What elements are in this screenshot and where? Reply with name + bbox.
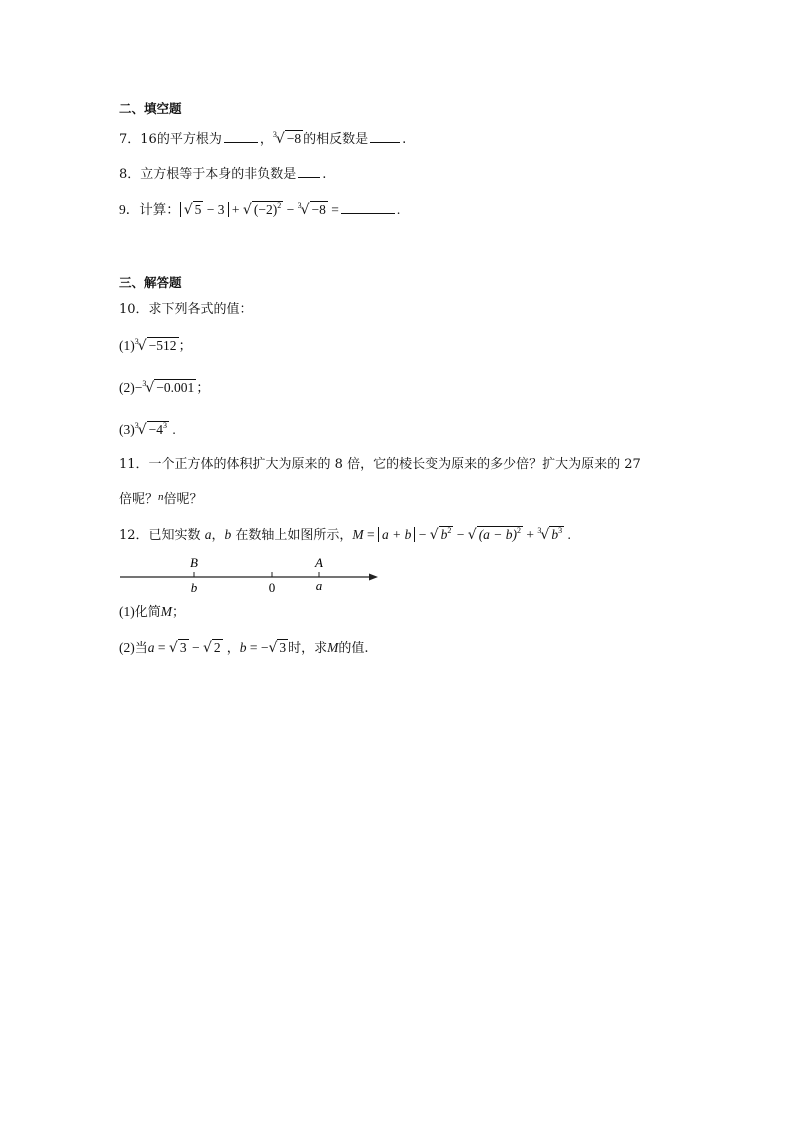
label-point-B: B <box>190 555 198 570</box>
radical-sign-icon: √ <box>242 202 252 218</box>
label-origin: 0 <box>268 580 276 595</box>
radical-sign-icon: √ <box>429 527 439 543</box>
question-10-part-2: (2)−$^3$√ −0.001 ； <box>119 379 210 396</box>
question-11-line-1: 11．一个正方体的体积扩大为原来的 8 倍，它的棱长变为原来的多少倍？扩大为原来的 27 <box>119 457 641 472</box>
section-2-heading: 二、填空题 <box>119 101 182 116</box>
cube-root-expression: $^3$√ −8 <box>272 130 302 147</box>
cube-root-body: $-4^3$ <box>148 421 168 437</box>
sqrt-a-minus-b-squared: $(a - b)^2$ <box>478 526 522 542</box>
question-12-part-1: (1)化简M； <box>119 604 186 620</box>
answer-blank <box>298 165 320 178</box>
sqrt-b-squared: $b^2$ <box>440 526 452 542</box>
radical-sign-icon: √ <box>145 380 155 396</box>
answer-blank <box>224 130 258 143</box>
radical-sign-icon: √ <box>540 527 550 543</box>
radical-sign-icon: √ <box>183 202 193 218</box>
radical-sign-icon: √ <box>300 202 310 218</box>
absolute-value: √ 5 − 3 <box>180 202 229 217</box>
question-11-line-2: 倍呢？$^n$倍呢？ <box>119 491 203 507</box>
radical-sign-icon: √ <box>168 640 178 656</box>
cbrt-b-cubed: $b^3$ <box>551 526 563 542</box>
axis-arrow-icon <box>369 574 378 581</box>
label-value-b: b <box>190 580 198 595</box>
radical-sign-icon: √ <box>137 422 147 438</box>
section-3-heading: 三、解答题 <box>119 275 182 290</box>
label-value-a: a <box>315 578 323 593</box>
label-point-A: A <box>315 555 323 570</box>
question-10-part-1: $(1)^3√ -512$ ； <box>119 337 193 354</box>
radical-sign-icon: √ <box>137 338 147 354</box>
radical-sign-icon: √ <box>268 640 278 656</box>
question-7: 7．16的平方根为 ，$^3$√ −8 的相反数是 . <box>119 130 406 150</box>
radical-sign-icon: √ <box>467 527 477 543</box>
number-line-figure <box>110 550 390 598</box>
answer-blank <box>370 130 400 143</box>
square-root-body: $(-2)^2$ <box>253 201 282 217</box>
question-10-part-3: $(3)^3√ -4^3$ . <box>119 421 176 438</box>
question-8: 8．立方根等于本身的非负数是 . <box>119 167 327 182</box>
question-12: 12．已知实数 a，b 在数轴上如图所示，M = a + b − √ $b^2$ − √ $(a - b)^2 + ^3√$ $b^3$ . <box>119 526 571 543</box>
radical-sign-icon: √ <box>275 131 285 147</box>
question-12-part-2: (2)当a = √ 3 − √ 2 ，b = −√ 3 时，求M的值. <box>119 640 369 656</box>
question-10: 10．求下列各式的值： <box>119 302 253 317</box>
question-9: 9．计算： √ 5 − 3 + √ $(-2)^2 - ^3√ -8$ = . <box>119 201 401 218</box>
radical-sign-icon: √ <box>202 640 212 656</box>
answer-blank <box>341 201 395 214</box>
